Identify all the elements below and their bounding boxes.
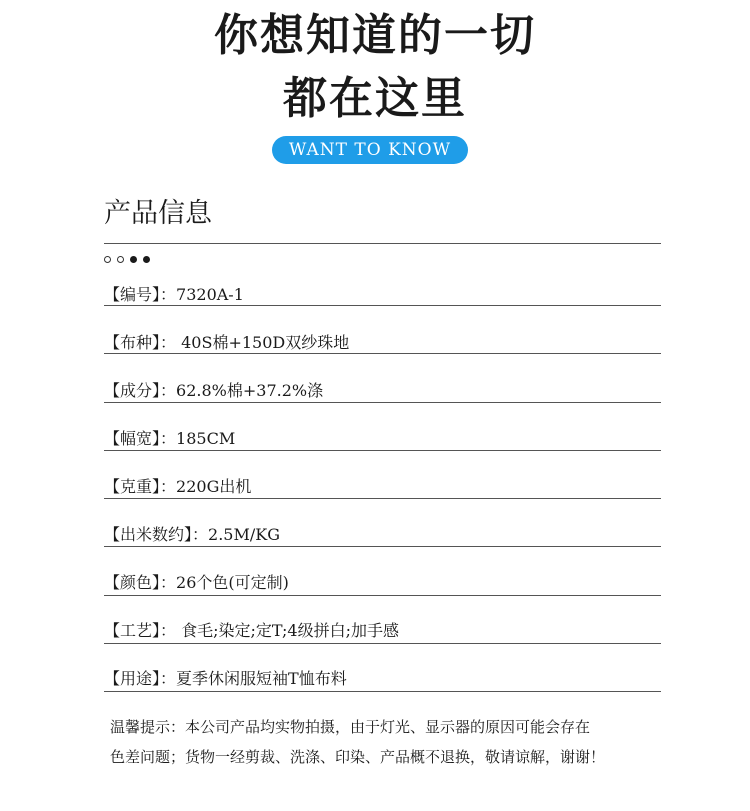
spec-value: 7320A-1 bbox=[176, 285, 244, 304]
filled-dot-icon bbox=[143, 256, 150, 263]
spec-label: 【成分】 bbox=[104, 381, 161, 400]
spec-value: 220G出机 bbox=[176, 477, 252, 496]
spec-divider bbox=[104, 643, 661, 644]
spec-label: 【出米数约】 bbox=[104, 525, 193, 544]
section-title-divider bbox=[104, 243, 661, 244]
notice-line-1: 温馨提示：本公司产品均实物拍摄，由于灯光、显示器的原因可能会存在 bbox=[110, 718, 591, 736]
spec-label: 【幅宽】 bbox=[104, 429, 161, 448]
spec-divider bbox=[104, 691, 661, 692]
spec-divider bbox=[104, 546, 661, 547]
spec-separator: ： bbox=[192, 525, 209, 544]
spec-label: 【颜色】 bbox=[104, 573, 161, 592]
spec-divider bbox=[104, 305, 661, 306]
spec-separator: ： bbox=[160, 621, 177, 640]
spec-row-weight bbox=[104, 476, 661, 498]
want-to-know-badge: WANT TO KNOW bbox=[272, 136, 468, 164]
spec-divider bbox=[104, 595, 661, 596]
spec-divider bbox=[104, 353, 661, 354]
notice-line-2: 色差问题；货物一经剪裁、洗涤、印染、产品概不退换，敬请谅解，谢谢！ bbox=[110, 748, 606, 766]
spec-label: 【工艺】 bbox=[104, 621, 161, 640]
spec-separator: ： bbox=[160, 381, 177, 400]
spec-value: 185CM bbox=[176, 429, 236, 448]
spec-row-yield bbox=[104, 524, 661, 546]
spec-label: 【用途】 bbox=[104, 669, 161, 688]
spec-row-usage bbox=[104, 668, 661, 690]
spec-separator: ： bbox=[160, 285, 177, 304]
spec-separator: ： bbox=[160, 333, 177, 352]
spec-value: 26个色(可定制) bbox=[176, 573, 289, 592]
spec-separator: ： bbox=[160, 669, 177, 688]
section-title: 产品信息 bbox=[104, 198, 212, 229]
spec-label: 【布种】 bbox=[104, 333, 161, 352]
spec-separator: ： bbox=[160, 429, 177, 448]
spec-divider bbox=[104, 498, 661, 499]
spec-row-width bbox=[104, 428, 661, 450]
headline-line-1: 你想知道的一切 bbox=[214, 10, 536, 61]
spec-row-color bbox=[104, 572, 661, 594]
headline-line-2: 都在这里 bbox=[283, 73, 467, 124]
spec-label: 【克重】 bbox=[104, 477, 161, 496]
spec-value: 40S棉+150D双纱珠地 bbox=[176, 333, 350, 352]
spec-row-item-code bbox=[104, 284, 661, 306]
hollow-dot-icon bbox=[104, 256, 111, 263]
spec-row-fabric-type bbox=[104, 332, 661, 354]
spec-value: 62.8%棉+37.2%涤 bbox=[176, 381, 324, 400]
decorative-dots bbox=[104, 254, 150, 264]
spec-row-composition bbox=[104, 380, 661, 402]
spec-separator: ： bbox=[160, 573, 177, 592]
spec-divider bbox=[104, 402, 661, 403]
spec-value: 夏季休闲服短袖T恤布料 bbox=[176, 669, 347, 688]
spec-label: 【编号】 bbox=[104, 285, 161, 304]
spec-divider bbox=[104, 450, 661, 451]
hollow-dot-icon bbox=[117, 256, 124, 263]
spec-separator: ： bbox=[160, 477, 177, 496]
spec-value: 2.5M/KG bbox=[208, 525, 280, 544]
filled-dot-icon bbox=[130, 256, 137, 263]
spec-row-process bbox=[104, 620, 661, 642]
spec-value: 食毛;染定;定T;4级拼白;加手感 bbox=[176, 621, 399, 640]
